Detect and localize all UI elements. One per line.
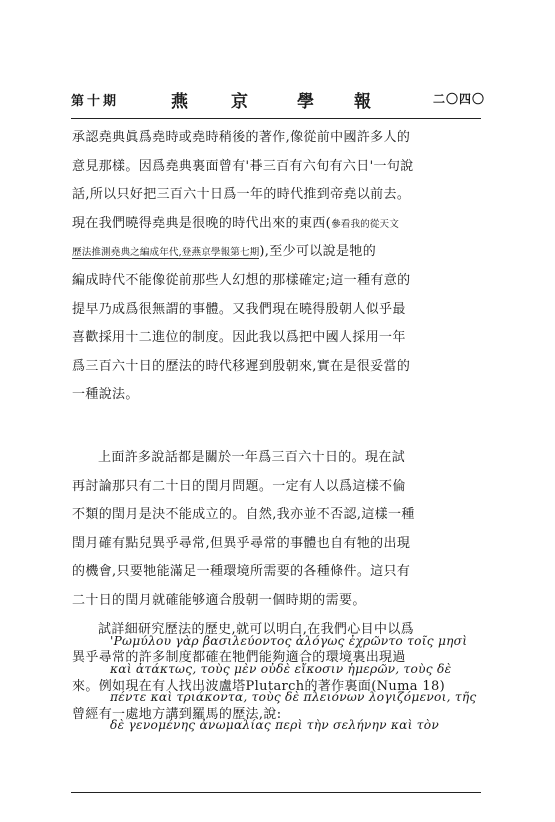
text-line: 來。例如現在有人找出波盧塔Plutarch的著作裏面(Numa 18) <box>72 678 446 694</box>
text-line: 喜歡採用十二進位的制度。因此我以爲把中國人採用一年 <box>72 330 406 346</box>
running-header <box>71 90 485 112</box>
text-line: 的機會,只要牠能滿足一種環境所需要的各種條件。這只有 <box>72 564 411 580</box>
text-line: 承認堯典眞爲堯時或堯時稍後的著作,像從前中國許多人的 <box>72 130 411 145</box>
page-number: 二〇四〇 <box>432 92 485 106</box>
text-line: 提早乃成爲很無謂的事體。又我們現在曉得殷朝人似乎最 <box>72 301 406 317</box>
journal-title-char: 燕 <box>171 92 188 112</box>
quote-line: καὶ ἀτάκτως, τοὺς μὲν οὐδὲ εἴκοσιν ἡμερῶν, τοὺς δὲ <box>110 662 452 676</box>
footer-rule <box>71 792 481 793</box>
quote-line: πέντε καὶ τριάκοντα, τοὺς δὲ πλειόνων λογιζόμενοι, τῆς <box>110 690 477 704</box>
text-line: 閏月確有點兒異乎尋常,但異乎尋常的事體也自有牠的出現 <box>72 535 411 551</box>
text-line: 不類的閏月是決不能成立的。自然,我亦並不否認,這樣一種 <box>72 507 415 523</box>
quote-line: δὲ γενομένης ἀνωμαλίας περὶ τὴν σελήνην καὶ τὸν <box>110 718 440 732</box>
journal-title-char: 學 <box>297 92 314 112</box>
text-line: 編成時代不能像從前那些人幻想的那樣確定;這一種有意的 <box>72 272 411 288</box>
issue-number: 第十期 <box>71 94 120 109</box>
text-line: 二十日的閏月就確能够適合殷朝一個時期的需要。 <box>72 592 366 608</box>
citation-note: 參看我的從天文 <box>331 218 399 230</box>
text-line: 異乎尋常的許多制度都確在牠們能夠適合的環境裏出現過 <box>72 650 406 666</box>
text-line <box>72 210 482 239</box>
journal-title-char: 京 <box>231 92 248 112</box>
header-rule <box>71 118 481 119</box>
text-line: 意見那樣。因爲堯典裏面曾有'朞三百有六旬有六日'一句說 <box>72 158 414 174</box>
text-line: 上面許多說話都是關於一年爲三百六十日的。現在試 <box>98 449 406 465</box>
journal-title-char: 報 <box>354 92 371 112</box>
text-segment: 現在我們曉得堯典是很晚的時代出來的東西( <box>72 215 332 231</box>
text-line <box>72 238 482 267</box>
text-line: 話,所以只好把三百六十日爲一年的時代推到帝堯以前去。 <box>72 187 411 203</box>
text-line: 一種說法。 <box>72 387 139 403</box>
greek-quotation <box>110 627 490 739</box>
text-segment: ),至少可以說是牠的 <box>259 244 377 260</box>
text-line: 再討論那只有二十日的閏月問題。一定有人以爲這樣不倫 <box>72 478 406 494</box>
paragraph-gap <box>72 410 482 444</box>
text-line: 爲三百六十日的歷法的時代移遲到殷朝來,實在是很妥當的 <box>72 358 411 374</box>
text-line: 試詳細研究歷法的歷史,就可以明白,在我們心目中以爲 <box>98 621 415 637</box>
quote-line: 'Ρωμύλου γὰρ βασιλεύοντος ἀλόγως ἐχρῶντο τοῖς μησὶ <box>110 634 468 648</box>
text-line: 曾經有一處地方講到羅馬的歷法,說: <box>72 707 282 723</box>
citation-note: 歷法推測堯典之編成年代,登燕京學報第七期 <box>72 247 260 259</box>
